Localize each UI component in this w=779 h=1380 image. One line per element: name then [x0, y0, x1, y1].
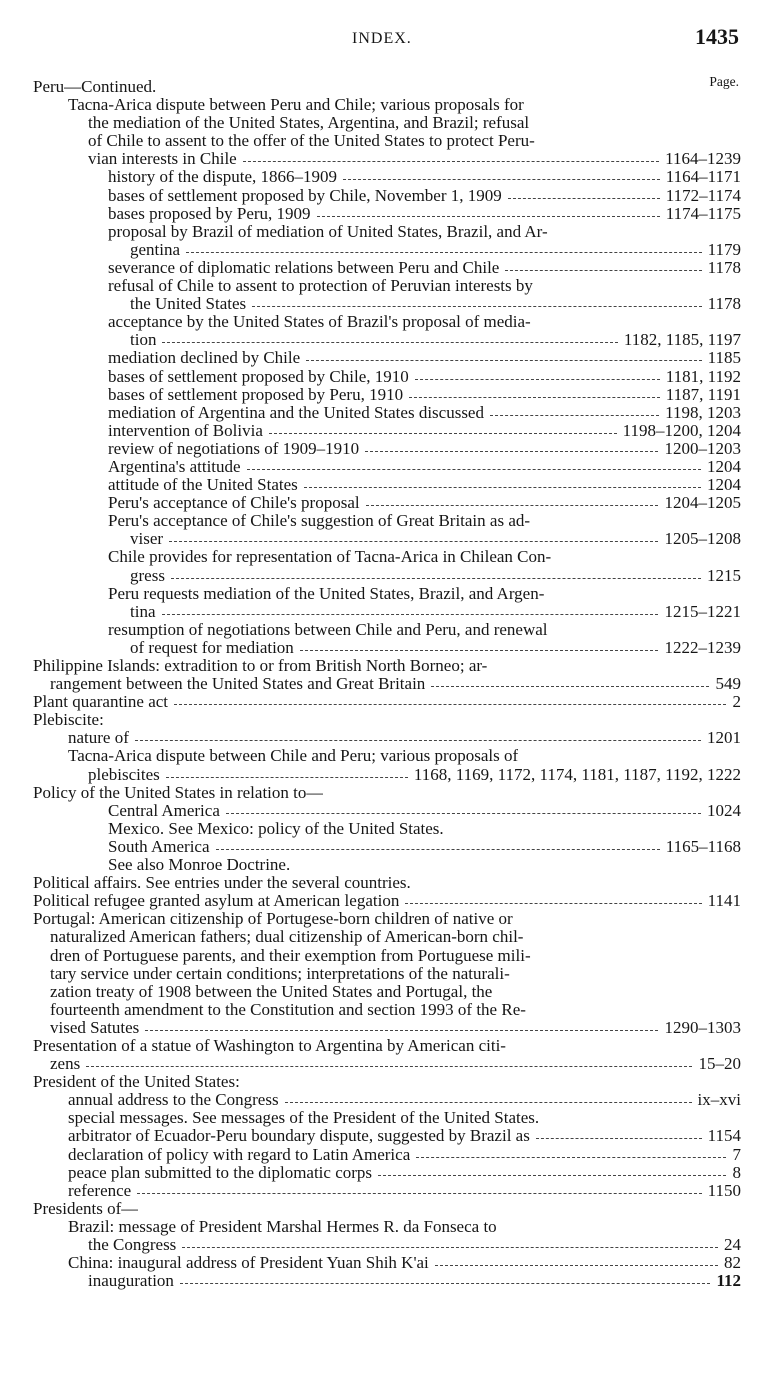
entry-text: China: inaugural address of President Yuan Shih K'ai [68, 1254, 429, 1273]
entry-text: gress [130, 566, 165, 585]
entry-pages: 7 [732, 1145, 741, 1164]
entry-pages: 1205–1208 [664, 530, 741, 549]
entry-text: Plebiscite: [33, 711, 104, 730]
entry-text: Political refugee granted asylum at American legation [33, 892, 400, 911]
entry-text: plebiscites [88, 765, 160, 784]
dot-leader [378, 1164, 726, 1182]
entry-pages: 549 [715, 675, 741, 694]
index-entry [0, 512, 779, 530]
entry-text: Chile provides for representation of Tacna-Arica in Chilean Con- [108, 548, 552, 567]
entry-pages: 1164–1171 [665, 168, 741, 187]
index-entry [0, 1200, 779, 1218]
index-entry [0, 114, 779, 132]
index-entry [0, 784, 779, 802]
dot-leader [182, 1236, 718, 1254]
entry-pages: 1154 [707, 1127, 741, 1146]
index-entry [0, 494, 779, 512]
entry-text: history of the dispute, 1866–1909 [108, 168, 338, 187]
dot-leader [405, 892, 702, 910]
entry-text: Peru's acceptance of Chile's suggestion of Great Britain as ad- [108, 512, 531, 531]
index-entry [0, 386, 779, 404]
entry-text: viser [130, 530, 164, 549]
index-entry [0, 1164, 779, 1182]
entry-text: refusal of Chile to assent to protection of Peruvian interests by [108, 277, 533, 296]
entry-text: Philippine Islands: extradition to or from British North Borneo; ar- [33, 657, 488, 675]
running-header: INDEX. [352, 30, 412, 47]
index-entry [0, 1073, 779, 1091]
entry-pages: 1178 [707, 258, 741, 277]
index-entry [0, 404, 779, 422]
entry-pages: 1150 [707, 1181, 741, 1200]
index-entry [0, 802, 779, 820]
entry-text: bases of settlement proposed by Chile, November 1, 1909 [108, 186, 502, 205]
index-entry [0, 548, 779, 566]
index-entry [0, 368, 779, 386]
entry-text: Argentina's attitude [108, 457, 241, 476]
dot-leader [226, 802, 701, 820]
entry-text: Mexico. See Mexico: policy of the United States. [108, 819, 444, 838]
entry-text: Peru—Continued. [33, 78, 157, 96]
entry-pages: ix–xvi [697, 1091, 741, 1110]
entry-text: gentina [130, 240, 181, 259]
entry-pages: 1201 [707, 729, 741, 748]
entry-text: Peru requests mediation of the United States, Brazil, and Argen- [108, 584, 545, 603]
index-entry [0, 1109, 779, 1127]
page-column-label: Page. [709, 74, 739, 89]
entry-pages: 15–20 [698, 1055, 741, 1074]
index-entry [0, 983, 779, 1001]
entry-text: nature of [68, 729, 129, 748]
entry-text: Central America [108, 801, 220, 820]
index-entry [0, 675, 779, 693]
index-entry [0, 747, 779, 765]
dot-leader [247, 458, 701, 476]
entry-text: Peru's acceptance of Chile's proposal [108, 494, 360, 513]
index-entry [0, 856, 779, 874]
entry-text: tion [130, 331, 157, 350]
entry-pages: 1204–1205 [664, 494, 741, 513]
index-entry [0, 187, 779, 205]
index-entry [0, 567, 779, 585]
entry-pages: 8 [732, 1163, 741, 1182]
entry-text: peace plan submitted to the diplomatic corps [68, 1163, 373, 1182]
entry-pages: 1290–1303 [664, 1018, 741, 1037]
entry-text: See also Monroe Doctrine. [108, 856, 291, 875]
entry-text: Political affairs. See entries under the several countries. [33, 874, 411, 893]
entry-pages: 1200–1203 [664, 439, 741, 458]
index-entry [0, 729, 779, 747]
entry-text: South America [108, 837, 210, 856]
index-entry [0, 766, 779, 784]
dot-leader [416, 1146, 726, 1164]
index-entry [0, 150, 779, 168]
entry-pages: 1174–1175 [665, 204, 741, 223]
dot-leader [174, 693, 726, 711]
entry-text: the United States [130, 295, 247, 314]
entry-text: Presentation of a statue of Washington to Argentina by American citi- [33, 1036, 506, 1055]
dot-leader [431, 675, 709, 693]
entry-text: Portugal: American citizenship of Portugese-born children of native or [33, 910, 513, 929]
index-entry [0, 1254, 779, 1272]
entry-text: Presidents of— [33, 1199, 139, 1218]
dot-leader [180, 1272, 710, 1290]
index-entry [0, 132, 779, 150]
dot-leader [169, 530, 658, 548]
index-entry [0, 1272, 779, 1290]
index-entry [0, 96, 779, 114]
entry-pages: 112 [716, 1272, 741, 1291]
index-entry [0, 965, 779, 983]
entry-text: dren of Portuguese parents, and their exemption from Portuguese mili- [50, 946, 531, 965]
dot-leader [366, 494, 658, 512]
index-entry [0, 241, 779, 259]
dot-leader [490, 404, 659, 422]
index-entry [0, 1055, 779, 1073]
index-entry [0, 1146, 779, 1164]
entry-pages: 1181, 1192 [665, 367, 741, 386]
dot-leader [86, 1055, 692, 1073]
dot-leader [216, 838, 660, 856]
entry-text: reference [68, 1181, 132, 1200]
entry-text: bases proposed by Peru, 1909 [108, 204, 311, 223]
entry-text: mediation of Argentina and the United States discussed [108, 403, 484, 422]
index-entry [0, 1127, 779, 1145]
entry-text: bases of settlement proposed by Chile, 1910 [108, 367, 409, 386]
entry-pages: 1024 [707, 801, 741, 820]
dot-leader [252, 295, 702, 313]
entry-text: zation treaty of 1908 between the United States and Portugal, the [50, 982, 493, 1001]
entry-text: bases of settlement proposed by Peru, 1910 [108, 385, 404, 404]
dot-leader [162, 331, 618, 349]
entry-text: of Chile to assent to the offer of the United States to protect Peru- [88, 132, 535, 151]
entry-text: resumption of negotiations between Chile and Peru, and renewal [108, 620, 548, 639]
index-entry [0, 1182, 779, 1200]
index-entry [0, 1001, 779, 1019]
index-entry [0, 621, 779, 639]
entry-text: inauguration [88, 1272, 174, 1291]
entry-pages: 24 [724, 1236, 741, 1254]
entry-text: President of the United States: [33, 1073, 240, 1092]
index-entry [0, 639, 779, 657]
entry-text: Tacna-Arica dispute between Chile and Peru; various proposals of [68, 747, 519, 766]
entry-pages: 1172–1174 [665, 186, 741, 205]
entry-text: arbitrator of Ecuador-Peru boundary dispute, suggested by Brazil as [68, 1127, 530, 1146]
index-entry [0, 585, 779, 603]
entry-pages: 1179 [707, 240, 741, 259]
dot-leader [300, 639, 658, 657]
index-entry [0, 440, 779, 458]
entry-pages: 1198, 1203 [665, 403, 741, 422]
dot-leader [508, 187, 660, 205]
index-entry [0, 476, 779, 494]
index-entry [0, 892, 779, 910]
entry-pages: 1164–1239 [665, 150, 741, 169]
entry-text: annual address to the Congress [68, 1091, 279, 1110]
dot-leader [171, 567, 701, 585]
index-entry [0, 168, 779, 186]
index-entry [0, 874, 779, 892]
dot-leader [435, 1254, 718, 1272]
entry-text: mediation declined by Chile [108, 349, 301, 368]
index-entry [0, 1218, 779, 1236]
dot-leader [317, 205, 660, 223]
entry-text: zens [50, 1055, 81, 1074]
index-entry [0, 277, 779, 295]
entry-pages: 1204 [707, 457, 741, 476]
entry-text: Brazil: message of President Marshal Hermes R. da Fonseca to [68, 1217, 497, 1236]
index-entry [0, 458, 779, 476]
index-entry [0, 259, 779, 277]
index-entry [0, 603, 779, 621]
entry-text: severance of diplomatic relations between Peru and Chile [108, 258, 500, 277]
index-entry [0, 711, 779, 729]
entry-pages: 1187, 1191 [665, 385, 741, 404]
entry-text: fourteenth amendment to the Constitution and section 1993 of the Re- [50, 1000, 526, 1019]
index-entry [0, 331, 779, 349]
index-entry [0, 295, 779, 313]
dot-leader [166, 766, 408, 784]
entry-text: review of negotiations of 1909–1910 [108, 439, 360, 458]
dot-leader [137, 1182, 702, 1200]
index-entry [0, 1236, 779, 1254]
index-entry [0, 1019, 779, 1037]
index-entry [0, 657, 779, 675]
index-entry [0, 422, 779, 440]
index-entry [0, 838, 779, 856]
index-entry [0, 910, 779, 928]
entry-text: of request for mediation [130, 638, 294, 657]
entry-text: the Congress [88, 1236, 177, 1254]
entry-pages: 1185 [707, 349, 741, 368]
index-entry [0, 530, 779, 548]
index-entry [0, 313, 779, 331]
entry-pages: 2 [732, 693, 741, 712]
entry-text: attitude of the United States [108, 476, 298, 495]
index-entry [0, 1091, 779, 1109]
index-entry [0, 947, 779, 965]
dot-leader [409, 386, 660, 404]
dot-leader [306, 349, 702, 367]
entry-text: tary service under certain conditions; interpretations of the naturali- [50, 964, 510, 983]
index-entry [0, 78, 779, 96]
index-entry [0, 928, 779, 946]
dot-leader [243, 150, 659, 168]
page-number: 1435 [695, 24, 739, 49]
entry-pages: 1141 [707, 892, 741, 911]
dot-leader [505, 259, 702, 277]
entry-pages: 1222–1239 [664, 638, 741, 657]
dot-leader [415, 368, 660, 386]
entry-text: Tacna-Arica dispute between Peru and Chile; various proposals for [68, 96, 524, 115]
entry-text: Plant quarantine act [33, 693, 169, 712]
dot-leader [343, 168, 660, 186]
entry-pages: 1178 [707, 295, 741, 314]
dot-leader [145, 1019, 658, 1037]
entry-pages: 1165–1168 [665, 837, 741, 856]
index-entries [0, 78, 779, 1290]
index-entry [0, 223, 779, 241]
entry-text: acceptance by the United States of Brazil's proposal of media- [108, 313, 531, 332]
entry-pages: 1168, 1169, 1172, 1174, 1181, 1187, 1192, 1222 [413, 765, 741, 784]
entry-text: naturalized American fathers; dual citizenship of American-born chil- [50, 928, 524, 947]
entry-text: declaration of policy with regard to Latin America [68, 1145, 411, 1164]
dot-leader [285, 1091, 692, 1109]
entry-text: intervention of Bolivia [108, 421, 263, 440]
dot-leader [135, 729, 701, 747]
entry-text: the mediation of the United States, Argentina, and Brazil; refusal [88, 114, 530, 133]
entry-text: vised Satutes [50, 1018, 140, 1037]
entry-text: special messages. See messages of the President of the United States. [68, 1109, 540, 1128]
index-entry [0, 693, 779, 711]
entry-pages: 1215 [707, 566, 741, 585]
dot-leader [269, 422, 617, 440]
entry-text: Policy of the United States in relation to— [33, 783, 324, 802]
entry-pages: 1182, 1185, 1197 [623, 331, 741, 350]
entry-pages: 1204 [707, 476, 741, 495]
entry-pages: 82 [724, 1254, 741, 1273]
index-entry [0, 205, 779, 223]
index-entry [0, 349, 779, 367]
entry-text: rangement between the United States and Great Britain [50, 675, 426, 694]
entry-text: vian interests in Chile [88, 150, 237, 169]
index-entry [0, 1037, 779, 1055]
dot-leader [304, 476, 701, 494]
dot-leader [536, 1127, 702, 1145]
dot-leader [186, 241, 702, 259]
entry-pages: 1215–1221 [664, 602, 741, 621]
entry-pages: 1198–1200, 1204 [622, 421, 741, 440]
entry-text: proposal by Brazil of mediation of United States, Brazil, and Ar- [108, 222, 548, 241]
dot-leader [162, 603, 658, 621]
index-entry [0, 820, 779, 838]
entry-text: tina [130, 602, 156, 621]
dot-leader [365, 440, 658, 458]
